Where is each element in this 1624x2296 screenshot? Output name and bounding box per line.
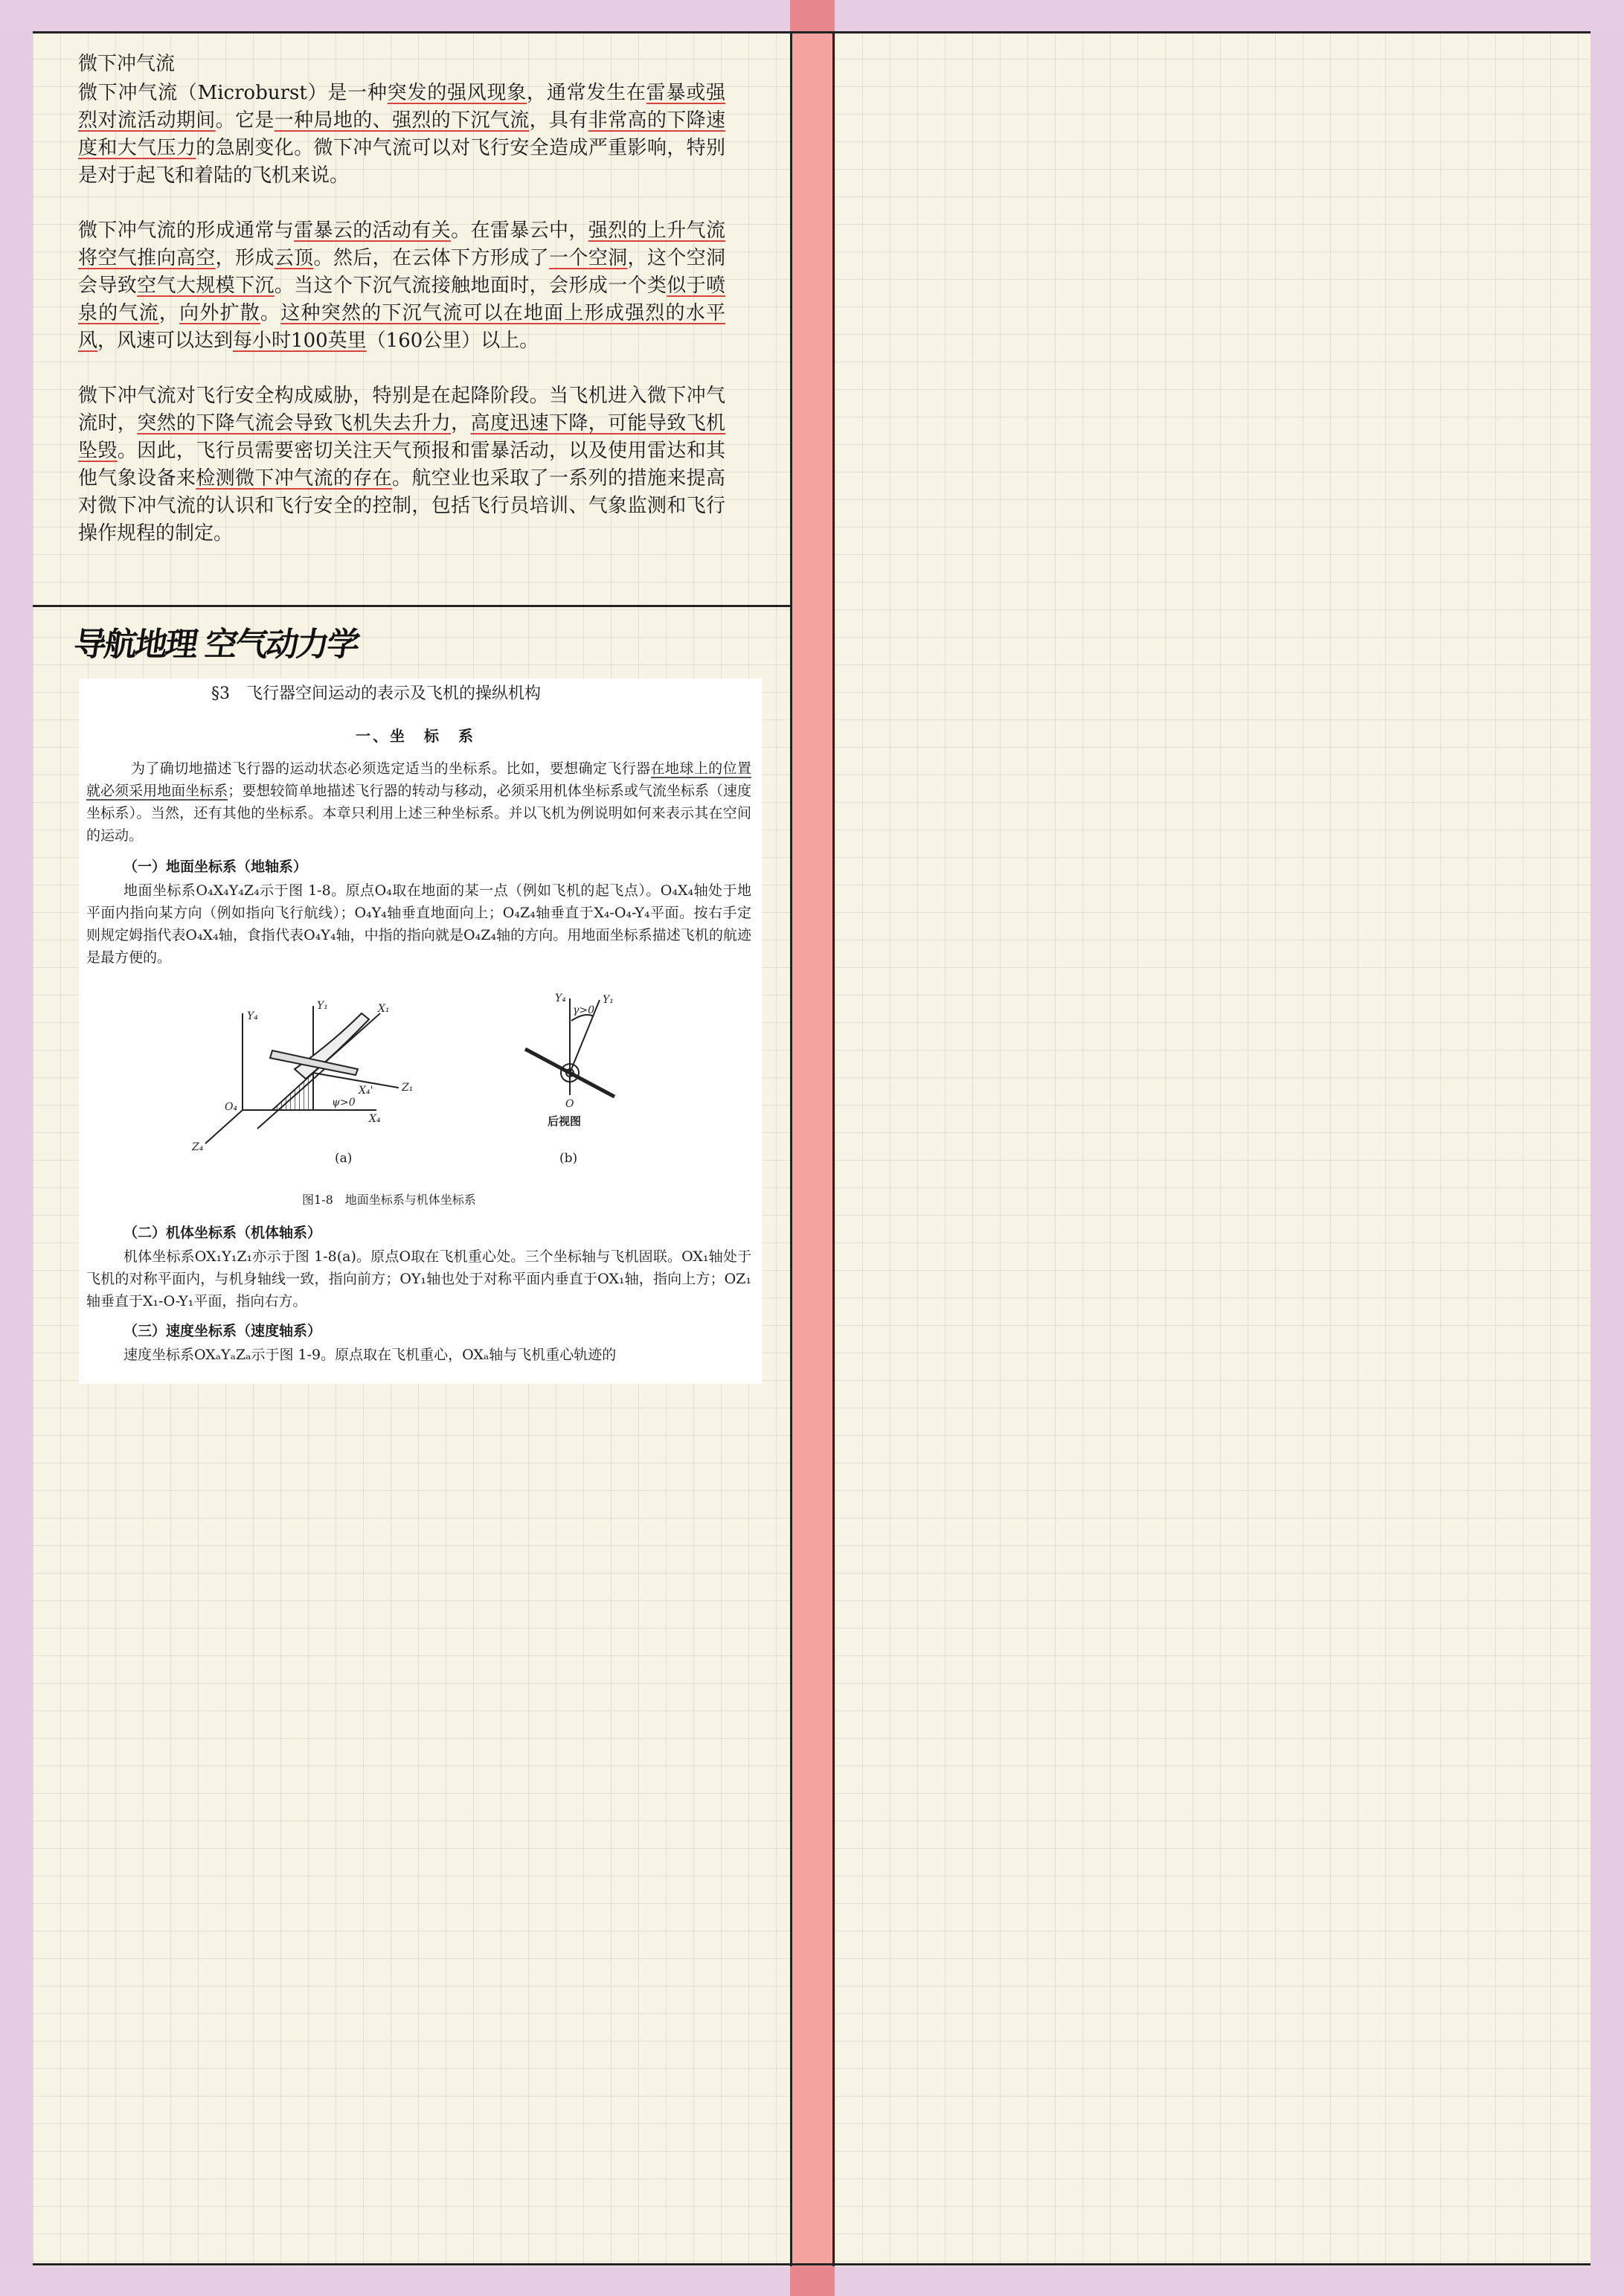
intro-part-a: 为了确切地描述飞行器的运动状态必须选定适当的坐标系。比如，要想确定飞行器 — [131, 760, 651, 777]
speed-axes-heading: （三）速度坐标系（速度轴系） — [123, 1323, 322, 1339]
label-yd-b: Y₄ — [555, 993, 566, 1004]
ground-axes-heading: （一）地面坐标系（地轴系） — [123, 859, 308, 875]
underlined-phrase: 每小时100英里 — [233, 330, 367, 352]
note-text: 。然后，在云体下方形成了 — [313, 247, 549, 269]
label-y1: Y₁ — [317, 1000, 328, 1012]
intro-part-b: 在地球上的位置就必须采用地面坐标系 — [86, 760, 751, 799]
underlined-phrase: 一个空洞 — [548, 247, 628, 269]
underlined-phrase: 高度迅速下降，可能导致飞机坠毁 — [78, 412, 725, 462]
underlined-phrase: 雷暴或强烈对流活动期间 — [78, 82, 725, 132]
note-text: 微下冲气流对飞行安全构成威胁，特别是在起降阶段。当飞机进入微下冲气流时， — [78, 385, 725, 434]
note-text: 。当这个下沉气流接触地面时，会形成一个类 — [274, 275, 667, 297]
note-text: ， — [451, 412, 471, 434]
underlined-phrase: 似于喷泉的气流 — [78, 275, 725, 324]
label-x1: X₁ — [378, 1003, 390, 1015]
notes-heading: 微下冲气流 — [78, 53, 176, 75]
underlined-phrase: 非常高的下降速度和大气压力 — [78, 109, 725, 159]
label-o-b: O — [565, 1098, 574, 1110]
coordinate-system-heading: 一、坐 标 系 — [356, 727, 475, 745]
textbook-excerpt — [79, 679, 762, 1384]
note-text: ， — [158, 302, 180, 324]
figure-a-caption: (a) — [335, 1151, 353, 1166]
speed-axes-paragraph: 速度坐标系OXₐYₐZₐ示于图 1-9。原点取在飞机重心，OXₐ轴与飞机重心轨迹的 — [123, 1347, 617, 1363]
spine-cap-bottom — [790, 2266, 835, 2296]
note-text: ，形成 — [215, 247, 275, 269]
label-gamma: γ>0 — [573, 1004, 595, 1016]
intro-paragraph — [86, 757, 751, 847]
note-text: ，这个空洞会导致 — [78, 247, 725, 297]
ground-axes-paragraph: 地面坐标系O₄X₄Y₄Z₄示于图 1-8。原点O₄取在地面的某一点（例如飞机的起飞点）。O₄X₄轴处于地平面内指向某方向（例如指向飞行航线）；O₄Y₄轴垂直地面向上；O₄Z₄轴垂直于X₄-O₄-Y₄平面。按右手定则规定姆指代表O₄X₄轴，食指代表O₄Y₄轴，中指的指向就是O₄Z₄轴的方向。用地面坐标系描述飞机的航迹是最方便的。 — [86, 882, 751, 966]
note-text: 。 — [260, 302, 281, 324]
note-text: 微下冲气流（Microburst）是一种 — [78, 82, 388, 104]
label-xd: X₄ — [369, 1113, 381, 1125]
note-text: ，风速可以达到 — [97, 330, 234, 352]
figure-a-aircraft-axes — [183, 998, 495, 1155]
note-text: 。航空业也采取了一系列的措施来提高对微下冲气流的认识和飞行安全的控制，包括飞行员培训、气象监测和飞行操作规程的制定。 — [78, 467, 725, 545]
underlined-phrase: 云顶 — [274, 247, 314, 269]
note-text: ，具有 — [529, 109, 588, 132]
notes-paragraph-3 — [78, 382, 725, 548]
microburst-notes — [78, 51, 725, 575]
notebook-spine — [790, 0, 835, 2296]
label-xd2: X₄' — [359, 1085, 373, 1097]
underlined-phrase: 强烈的上升气流将空气推向高空 — [78, 219, 725, 269]
label-zd: Z₄ — [192, 1141, 204, 1153]
underlined-phrase: 空气大规模下沉 — [137, 275, 275, 297]
notes-paragraph-1 — [78, 80, 725, 190]
label-od: O₄ — [225, 1101, 238, 1113]
note-text: （160公里）以上。 — [366, 330, 539, 352]
underlined-phrase: 向外扩散 — [179, 302, 261, 324]
note-text: 的急剧变化。微下冲气流可以对飞行安全造成严重影响，特别是对于起飞和着陆的飞机来说。 — [78, 137, 725, 187]
body-axes-heading: （二）机体坐标系（机体轴系） — [123, 1225, 322, 1241]
underlined-phrase: 雷暴云的活动有关 — [294, 219, 452, 242]
right-page-tab — [1591, 31, 1624, 2266]
spine-cap-top — [790, 0, 835, 31]
underlined-phrase: 这种突然的下沉气流可以在地面上形成强烈的水平风 — [78, 302, 725, 352]
right-notebook-page — [835, 31, 1591, 2266]
note-text: 微下冲气流的形成通常与 — [78, 219, 295, 242]
figure-b-rear-view — [510, 991, 652, 1117]
top-rule — [33, 31, 1591, 33]
handwritten-title: 导航地理 空气动力学 — [71, 626, 361, 664]
section-divider — [33, 605, 790, 607]
note-text: 。在雷暴云中， — [451, 219, 588, 242]
label-y1-b: Y₁ — [603, 994, 614, 1006]
figure-caption: 图1-8 地面坐标系与机体坐标系 — [302, 1193, 476, 1207]
bottom-rule — [33, 2263, 1591, 2265]
label-z1: Z₁ — [402, 1082, 414, 1094]
rear-view-label: 后视图 — [548, 1115, 582, 1128]
notes-paragraph-2 — [78, 217, 725, 355]
underlined-phrase: 突然的下降气流会导致飞机失去升力 — [137, 412, 452, 434]
body-axes-paragraph: 机体坐标系OX₁Y₁Z₁亦示于图 1-8(a)。原点O取在飞机重心处。三个坐标轴与飞机固联。OX₁轴处于飞机的对称平面内，与机身轴线一致，指向前方；OY₁轴也处于对称平面内垂直于OX₁轴，指向上方；OZ₁轴垂直于X₁-O-Y₁平面，指向右方。 — [86, 1248, 751, 1309]
intro-part-c: ；要想较简单地描述飞行器的转动与移动，必须采用机体坐标系或气流坐标系（速度坐标系）。当然，还有其他的坐标系。本章只利用上述三种坐标系。并以飞机为例说明如何来表示其在空间的运动。 — [86, 783, 751, 844]
underlined-phrase: 一种局地的、强烈的下沉气流 — [274, 109, 530, 132]
underlined-phrase: 突发的强风现象 — [387, 82, 527, 104]
note-text: 。它是 — [215, 109, 275, 132]
label-yd: Y₄ — [247, 1010, 258, 1022]
note-text: ，通常发生在 — [527, 82, 646, 104]
note-text: 。因此，飞行员需要密切关注天气预报和雷暴活动，以及使用雷达和其他气象设备来 — [78, 440, 725, 490]
label-psi: ψ>0 — [332, 1097, 356, 1109]
section-title: §3 飞行器空间运动的表示及飞机的操纵机构 — [211, 684, 541, 703]
figure-b-caption: (b) — [559, 1151, 578, 1166]
left-page-tab — [0, 31, 33, 2266]
underlined-phrase: 检测微下冲气流的存在 — [196, 467, 392, 490]
